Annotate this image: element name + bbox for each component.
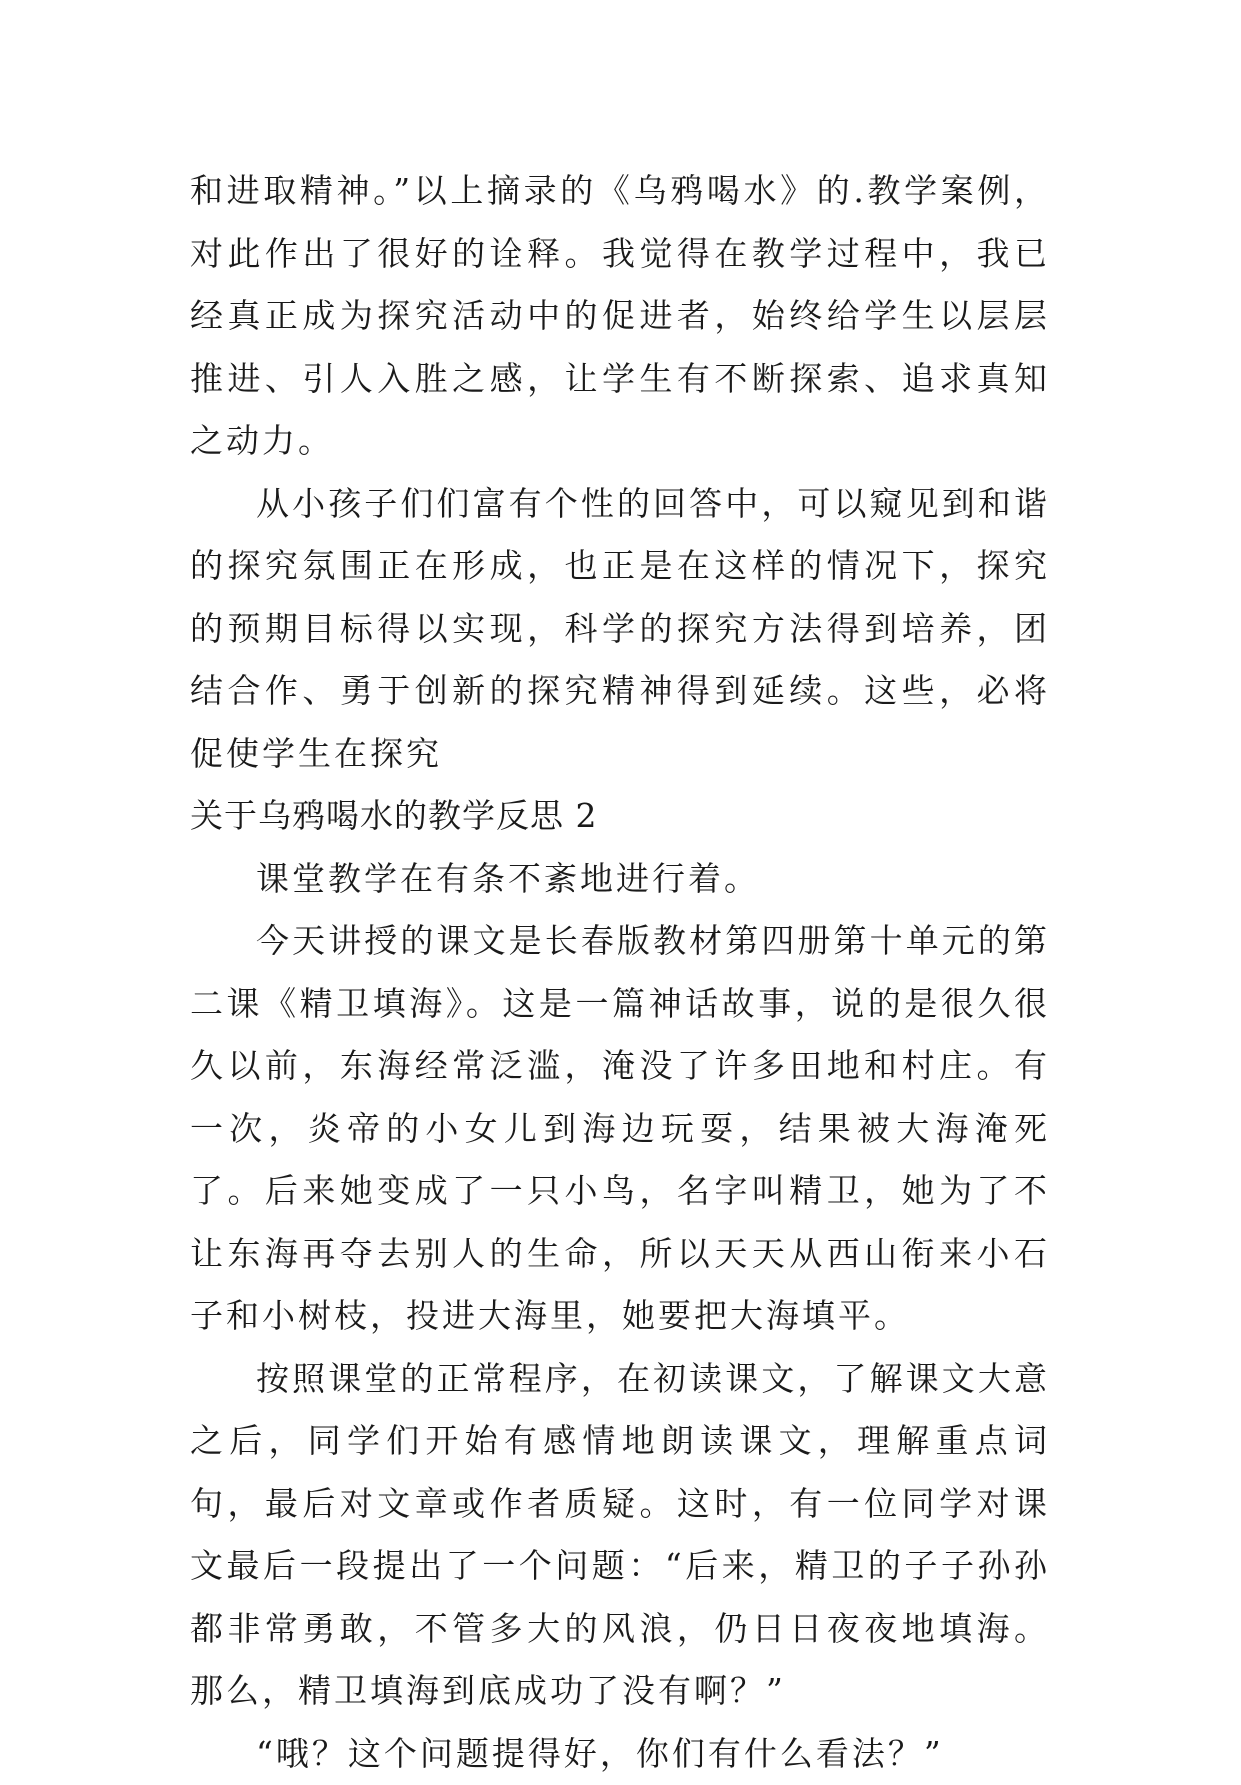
paragraph-inquiry-atmosphere: 从小孩子们们富有个性的回答中，可以窥见到和谐的探究氛围正在形成，也正是在这样的情况下，探究的预期目标得以实现，科学的探究方法得到培养，团结合作、勇于创新的探究精神得到延续。这些，必将促使学生在探究: [190, 473, 1050, 786]
document-body: [190, 160, 1050, 1785]
paragraph-teacher-response: “哦？这个问题提得好，你们有什么看法？”: [190, 1723, 1050, 1785]
paragraph-student-question: 按照课堂的正常程序，在初读课文，了解课文大意之后，同学们开始有感情地朗读课文，理解重点词句，最后对文章或作者质疑。这时，有一位同学对课文最后一段提出了一个问题：“后来，精卫的子子孙孙都非常勇敢，不管多大的风浪，仍日日夜夜地填海。那么，精卫填海到底成功了没有啊？”: [190, 1348, 1050, 1723]
paragraph-continuation: 和进取精神。”以上摘录的《乌鸦喝水》的.教学案例，对此作出了很好的诠释。我觉得在教学过程中，我已经真正成为探究活动中的促进者，始终给学生以层层推进、引人入胜之感，让学生有不断探索、追求真知之动力。: [190, 160, 1050, 473]
paragraph-lesson-story: 今天讲授的课文是长春版教材第四册第十单元的第二课《精卫填海》。这是一篇神话故事，说的是很久很久以前，东海经常泛滥，淹没了许多田地和村庄。有一次，炎帝的小女儿到海边玩耍，结果被大海淹死了。后来她变成了一只小鸟，名字叫精卫，她为了不让东海再夺去别人的生命，所以天天从西山衔来小石子和小树枝，投进大海里，她要把大海填平。: [190, 910, 1050, 1348]
paragraph-classroom: 课堂教学在有条不紊地进行着。: [190, 848, 1050, 911]
section-heading: 关于乌鸦喝水的教学反思 2: [190, 785, 1050, 848]
